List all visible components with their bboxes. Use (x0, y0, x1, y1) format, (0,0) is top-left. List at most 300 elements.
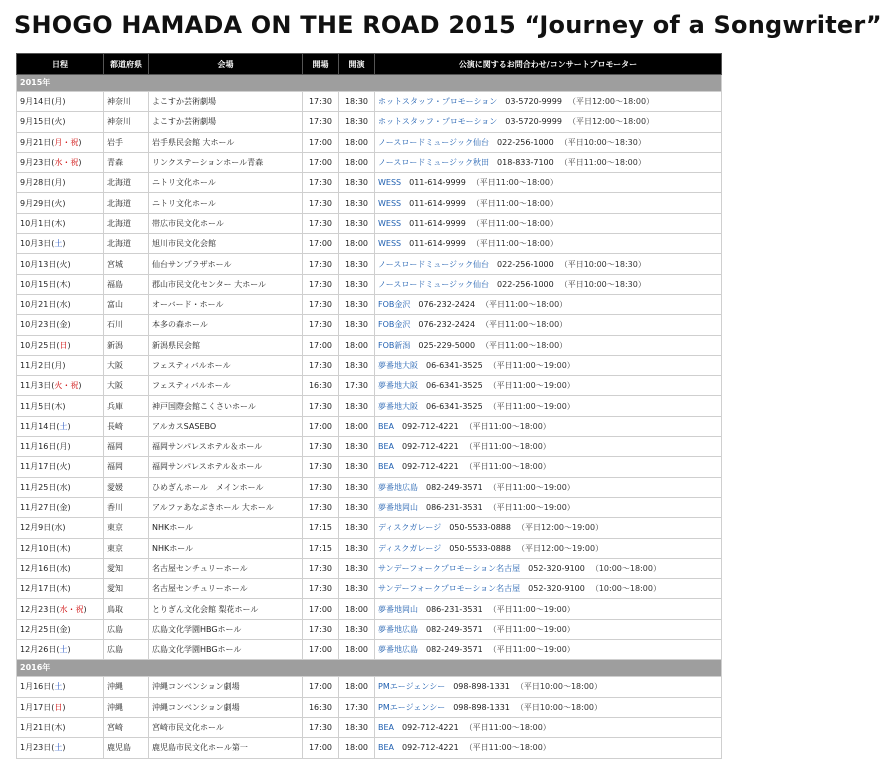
table-row (17, 497, 722, 517)
table-row (17, 437, 722, 457)
contact-cell (375, 112, 722, 132)
date-cell (17, 599, 104, 619)
open-time-cell: 17:00 (303, 640, 339, 660)
day-of-week: 月 (54, 178, 63, 188)
business-hours: （平日10:00～18:00） (515, 702, 602, 712)
prefecture-cell: 北海道 (104, 173, 149, 193)
promoter-link[interactable]: 夢番地大阪 (378, 381, 418, 391)
open-time-cell: 17:30 (303, 457, 339, 477)
prefecture-cell: 福岡 (104, 437, 149, 457)
promoter-link[interactable]: ノースロードミュージック仙台 (378, 279, 490, 289)
promoter-link[interactable]: ディスクガレージ (378, 523, 442, 533)
promoter-link[interactable]: 夢番地広島 (378, 482, 418, 492)
day-of-week: 木 (59, 279, 68, 289)
date-text: 1月21日( (20, 723, 55, 733)
contact-cell (375, 697, 722, 717)
open-time-cell: 17:00 (303, 738, 339, 758)
date-paren: ) (62, 239, 66, 249)
phone-number: 03-5720-9999 (505, 117, 562, 127)
contact-cell (375, 599, 722, 619)
open-time-cell: 17:30 (303, 254, 339, 274)
prefecture-cell: 鳥取 (104, 599, 149, 619)
venue-cell: 岩手県民会館 大ホール (149, 132, 303, 152)
date-text: 9月14日( (20, 97, 55, 107)
prefecture-cell: 愛媛 (104, 477, 149, 497)
phone-number: 050-5533-0888 (449, 523, 511, 533)
date-text: 9月15日( (20, 117, 55, 127)
start-time-cell: 18:30 (339, 355, 375, 375)
date-cell (17, 677, 104, 697)
open-time-cell: 17:30 (303, 355, 339, 375)
open-time-cell: 17:30 (303, 558, 339, 578)
date-paren: ) (62, 178, 66, 188)
business-hours: （平日11:00～19:00） (488, 645, 575, 655)
header-venue: 会場 (149, 54, 303, 75)
contact-cell (375, 132, 722, 152)
open-time-cell: 17:30 (303, 213, 339, 233)
date-text: 10月15日( (20, 279, 60, 289)
contact-cell (375, 376, 722, 396)
start-time-cell: 18:30 (339, 213, 375, 233)
table-row (17, 538, 722, 558)
start-time-cell: 18:30 (339, 717, 375, 737)
prefecture-cell: 東京 (104, 518, 149, 538)
day-of-week: 火 (59, 259, 68, 269)
promoter-link[interactable]: PMエージェンシー (378, 682, 446, 692)
venue-cell: 名古屋センチュリーホール (149, 558, 303, 578)
year-label: 2016年 (17, 660, 722, 677)
prefecture-cell: 東京 (104, 538, 149, 558)
prefecture-cell: 富山 (104, 294, 149, 314)
date-cell (17, 558, 104, 578)
table-row (17, 697, 722, 717)
phone-number: 092-712-4221 (402, 723, 459, 733)
day-of-week: 日 (59, 340, 68, 350)
contact-cell (375, 234, 722, 254)
table-row (17, 640, 722, 660)
phone-number: 011-614-9999 (409, 178, 466, 188)
table-row (17, 518, 722, 538)
date-cell (17, 274, 104, 294)
contact-cell (375, 416, 722, 436)
date-text: 12月10日( (20, 543, 60, 553)
contact-cell (375, 619, 722, 639)
header-open: 開場 (303, 54, 339, 75)
date-text: 12月17日( (20, 584, 60, 594)
table-row (17, 173, 722, 193)
prefecture-cell: 愛知 (104, 579, 149, 599)
contact-cell (375, 254, 722, 274)
phone-number: 086-231-3531 (426, 604, 483, 614)
date-paren: ) (62, 702, 66, 712)
date-cell (17, 315, 104, 335)
prefecture-cell: 兵庫 (104, 396, 149, 416)
prefecture-cell: 宮城 (104, 254, 149, 274)
open-time-cell: 17:00 (303, 416, 339, 436)
start-time-cell: 18:30 (339, 579, 375, 599)
promoter-link[interactable]: BEA (378, 462, 395, 472)
open-time-cell: 17:30 (303, 437, 339, 457)
date-paren: ) (67, 645, 71, 655)
venue-cell: NHKホール (149, 538, 303, 558)
date-cell (17, 697, 104, 717)
date-paren: ) (67, 259, 71, 269)
date-paren: ) (62, 401, 66, 411)
date-text: 12月26日( (20, 645, 60, 655)
promoter-link[interactable]: WESS (378, 178, 402, 188)
day-of-week: 水 (59, 300, 68, 310)
contact-cell (375, 518, 722, 538)
phone-number: 03-5720-9999 (505, 97, 562, 107)
table-row (17, 717, 722, 737)
table-row (17, 558, 722, 578)
venue-cell: 広島文化学園HBGホール (149, 640, 303, 660)
prefecture-cell: 北海道 (104, 213, 149, 233)
promoter-link[interactable]: 夢番地大阪 (378, 361, 418, 370)
start-time-cell: 18:30 (339, 558, 375, 578)
phone-number: 092-712-4221 (402, 743, 459, 753)
day-of-week: 木 (54, 218, 63, 228)
promoter-link[interactable]: FOB新潟 (378, 340, 411, 350)
table-row (17, 112, 722, 132)
date-paren: ) (62, 97, 66, 107)
start-time-cell: 18:30 (339, 457, 375, 477)
business-hours: （平日12:00～19:00） (516, 523, 604, 533)
phone-number: 076-232-2424 (418, 300, 476, 310)
open-time-cell: 17:30 (303, 193, 339, 213)
date-paren: ) (67, 503, 71, 513)
table-row (17, 457, 722, 477)
year-row (17, 660, 722, 677)
date-text: 10月25日( (20, 340, 60, 350)
table-row (17, 477, 722, 497)
open-time-cell: 17:15 (303, 518, 339, 538)
phone-number: 086-231-3531 (426, 503, 483, 513)
table-row (17, 335, 722, 355)
business-hours: （平日11:00～19:00） (488, 401, 575, 411)
business-hours: （平日11:00～18:00） (481, 300, 568, 310)
venue-cell: オーバード・ホール (149, 294, 303, 314)
contact-cell (375, 437, 722, 457)
date-paren: ) (78, 137, 82, 147)
start-time-cell: 17:30 (339, 376, 375, 396)
promoter-link[interactable]: 夢番地広島 (378, 624, 418, 634)
promoter-link[interactable]: WESS (378, 218, 402, 228)
date-paren: ) (62, 682, 66, 692)
day-of-week: 水・祝 (54, 158, 79, 168)
open-time-cell: 17:30 (303, 315, 339, 335)
promoter-link[interactable]: PMエージェンシー (378, 702, 446, 712)
venue-cell: 沖縄コンベンション劇場 (149, 677, 303, 697)
promoter-link[interactable]: ノースロードミュージック秋田 (378, 158, 490, 168)
start-time-cell: 18:00 (339, 335, 375, 355)
date-paren: ) (67, 584, 71, 594)
date-text: 1月23日( (20, 743, 55, 753)
promoter-link[interactable]: BEA (378, 723, 395, 733)
venue-cell: ひめぎんホール メインホール (149, 477, 303, 497)
prefecture-cell: 青森 (104, 152, 149, 172)
date-cell (17, 376, 104, 396)
header-prefecture: 都道府県 (104, 54, 149, 75)
date-text: 9月28日( (20, 178, 55, 188)
venue-cell: 福岡サンパレスホテル＆ホール (149, 457, 303, 477)
day-of-week: 水・祝 (59, 604, 84, 614)
date-cell (17, 112, 104, 132)
start-time-cell: 18:00 (339, 416, 375, 436)
date-text: 11月27日( (20, 503, 60, 513)
start-time-cell: 18:30 (339, 193, 375, 213)
open-time-cell: 17:15 (303, 538, 339, 558)
venue-cell: ニトリ文化ホール (149, 193, 303, 213)
phone-number: 076-232-2424 (418, 320, 476, 330)
phone-number: 018-833-7100 (497, 158, 554, 168)
venue-cell: 本多の森ホール (149, 315, 303, 335)
table-row (17, 92, 722, 112)
contact-cell (375, 497, 722, 517)
promoter-link[interactable]: WESS (378, 198, 402, 208)
phone-number: 092-712-4221 (402, 421, 459, 431)
promoter-link[interactable]: サンデーフォークプロモーション名古屋 (378, 584, 521, 594)
contact-cell (375, 315, 722, 335)
table-row (17, 274, 722, 294)
venue-cell: 宮崎市民文化ホール (149, 717, 303, 737)
phone-number: 082-249-3571 (426, 645, 483, 655)
table-row (17, 132, 722, 152)
venue-cell: 広島文化学園HBGホール (149, 619, 303, 639)
day-of-week: 木 (54, 401, 63, 411)
day-of-week: 土 (54, 743, 63, 753)
contact-cell (375, 294, 722, 314)
date-text: 11月17日( (20, 462, 60, 472)
prefecture-cell: 沖縄 (104, 677, 149, 697)
day-of-week: 木 (59, 584, 68, 594)
day-of-week: 土 (54, 239, 63, 249)
business-hours: （平日11:00～18:00） (559, 158, 646, 168)
start-time-cell: 18:30 (339, 254, 375, 274)
business-hours: （平日11:00～19:00） (488, 482, 575, 492)
promoter-link[interactable]: サンデーフォークプロモーション名古屋 (378, 563, 521, 573)
date-cell (17, 579, 104, 599)
venue-cell: とりぎん文化会館 梨花ホール (149, 599, 303, 619)
start-time-cell: 18:30 (339, 396, 375, 416)
date-cell (17, 619, 104, 639)
date-text: 12月16日( (20, 563, 60, 573)
date-cell (17, 477, 104, 497)
date-cell (17, 497, 104, 517)
prefecture-cell: 神奈川 (104, 112, 149, 132)
promoter-link[interactable]: ノースロードミュージック仙台 (378, 259, 490, 269)
contact-cell (375, 213, 722, 233)
open-time-cell: 17:00 (303, 132, 339, 152)
start-time-cell: 18:30 (339, 437, 375, 457)
venue-cell: 神戸国際会館こくさいホール (149, 396, 303, 416)
start-time-cell: 18:30 (339, 173, 375, 193)
day-of-week: 月・祝 (54, 137, 79, 147)
day-of-week: 月 (54, 361, 63, 370)
date-paren: ) (67, 340, 71, 350)
contact-cell (375, 640, 722, 660)
venue-cell: リンクステーションホール青森 (149, 152, 303, 172)
date-cell (17, 518, 104, 538)
contact-cell (375, 558, 722, 578)
table-row (17, 599, 722, 619)
prefecture-cell: 岩手 (104, 132, 149, 152)
header-date: 日程 (17, 54, 104, 75)
business-hours: （10:00～18:00） (590, 584, 661, 594)
promoter-link[interactable]: BEA (378, 442, 395, 452)
promoter-link[interactable]: 夢番地広島 (378, 645, 418, 655)
date-cell (17, 213, 104, 233)
date-paren: ) (67, 320, 71, 330)
year-row (17, 75, 722, 92)
business-hours: （平日11:00～18:00） (471, 178, 558, 188)
date-cell (17, 640, 104, 660)
day-of-week: 月 (59, 442, 68, 452)
open-time-cell: 17:30 (303, 396, 339, 416)
phone-number: 082-249-3571 (426, 624, 483, 634)
table-row (17, 254, 722, 274)
open-time-cell: 17:30 (303, 92, 339, 112)
date-cell (17, 335, 104, 355)
contact-cell (375, 193, 722, 213)
date-text: 11月25日( (20, 482, 60, 492)
phone-number: 098-898-1331 (453, 682, 510, 692)
open-time-cell: 16:30 (303, 697, 339, 717)
date-paren: ) (83, 604, 87, 614)
promoter-link[interactable]: ノースロードミュージック仙台 (378, 137, 490, 147)
date-paren: ) (67, 300, 71, 310)
promoter-link[interactable]: 夢番地岡山 (378, 604, 418, 614)
date-cell (17, 738, 104, 758)
date-cell (17, 193, 104, 213)
date-text: 11月2日( (20, 361, 55, 370)
prefecture-cell: 神奈川 (104, 92, 149, 112)
start-time-cell: 18:30 (339, 274, 375, 294)
date-paren: ) (67, 563, 71, 573)
business-hours: （平日12:00～18:00） (567, 117, 655, 127)
phone-number: 06-6341-3525 (426, 381, 483, 391)
schedule-table (16, 53, 722, 759)
page-title: SHOGO HAMADA ON THE ROAD 2015 “Journey of a Songwriter” (14, 11, 882, 39)
start-time-cell: 18:30 (339, 538, 375, 558)
promoter-link[interactable]: ホットスタッフ・プロモーション (378, 117, 498, 127)
open-time-cell: 17:00 (303, 152, 339, 172)
promoter-link[interactable]: ホットスタッフ・プロモーション (378, 97, 498, 107)
header-start: 開演 (339, 54, 375, 75)
promoter-link[interactable]: FOB金沢 (378, 320, 411, 330)
table-header-row (17, 54, 722, 75)
promoter-link[interactable]: BEA (378, 743, 395, 753)
prefecture-cell: 福島 (104, 274, 149, 294)
day-of-week: 土 (59, 645, 68, 655)
prefecture-cell: 北海道 (104, 234, 149, 254)
phone-number: 025-229-5000 (418, 340, 476, 350)
contact-cell (375, 738, 722, 758)
date-cell (17, 457, 104, 477)
promoter-link[interactable]: WESS (378, 239, 402, 249)
prefecture-cell: 北海道 (104, 193, 149, 213)
date-text: 10月21日( (20, 300, 60, 310)
date-text: 10月23日( (20, 320, 60, 330)
start-time-cell: 17:30 (339, 697, 375, 717)
phone-number: 022-256-1000 (497, 259, 554, 269)
promoter-link[interactable]: ディスクガレージ (378, 543, 442, 553)
table-row (17, 213, 722, 233)
date-paren: ) (67, 543, 71, 553)
promoter-link[interactable]: FOB金沢 (378, 300, 411, 310)
open-time-cell: 16:30 (303, 376, 339, 396)
phone-number: 082-249-3571 (426, 482, 483, 492)
day-of-week: 水 (59, 563, 68, 573)
start-time-cell: 18:30 (339, 112, 375, 132)
prefecture-cell: 愛知 (104, 558, 149, 578)
open-time-cell: 17:30 (303, 112, 339, 132)
day-of-week: 水 (54, 523, 63, 533)
venue-cell: 新潟県民会館 (149, 335, 303, 355)
business-hours: （平日11:00～19:00） (488, 381, 575, 391)
date-paren: ) (78, 381, 82, 391)
day-of-week: 水 (59, 482, 68, 492)
prefecture-cell: 福岡 (104, 457, 149, 477)
venue-cell: よこすか芸術劇場 (149, 92, 303, 112)
date-cell (17, 437, 104, 457)
venue-cell: 帯広市民文化ホール (149, 213, 303, 233)
date-text: 9月29日( (20, 198, 55, 208)
open-time-cell: 17:30 (303, 579, 339, 599)
date-cell (17, 234, 104, 254)
contact-cell (375, 579, 722, 599)
open-time-cell: 17:30 (303, 173, 339, 193)
date-cell (17, 538, 104, 558)
table-row (17, 416, 722, 436)
start-time-cell: 18:00 (339, 599, 375, 619)
business-hours: （平日11:00～18:00） (464, 723, 551, 733)
venue-cell: 名古屋センチュリーホール (149, 579, 303, 599)
promoter-link[interactable]: 夢番地岡山 (378, 503, 418, 513)
start-time-cell: 18:00 (339, 152, 375, 172)
day-of-week: 金 (59, 503, 68, 513)
date-paren: ) (62, 523, 66, 533)
venue-cell: ニトリ文化ホール (149, 173, 303, 193)
prefecture-cell: 沖縄 (104, 697, 149, 717)
promoter-link[interactable]: 夢番地大阪 (378, 401, 418, 411)
phone-number: 092-712-4221 (402, 462, 459, 472)
phone-number: 052-320-9100 (528, 563, 585, 573)
date-text: 10月1日( (20, 218, 55, 228)
contact-cell (375, 538, 722, 558)
open-time-cell: 17:00 (303, 677, 339, 697)
date-paren: ) (62, 218, 66, 228)
venue-cell: フェスティバルホール (149, 376, 303, 396)
promoter-link[interactable]: BEA (378, 421, 395, 431)
phone-number: 022-256-1000 (497, 279, 554, 289)
table-row (17, 677, 722, 697)
business-hours: （平日11:00～18:00） (464, 442, 551, 452)
table-row (17, 579, 722, 599)
contact-cell (375, 477, 722, 497)
date-paren: ) (78, 158, 82, 168)
business-hours: （平日11:00～19:00） (488, 503, 575, 513)
table-row (17, 234, 722, 254)
business-hours: （平日11:00～18:00） (464, 421, 551, 431)
day-of-week: 木 (54, 723, 63, 733)
table-row (17, 619, 722, 639)
date-cell (17, 92, 104, 112)
year-label: 2015年 (17, 75, 722, 92)
date-text: 11月3日( (20, 381, 55, 391)
open-time-cell: 17:00 (303, 234, 339, 254)
day-of-week: 月 (54, 97, 63, 107)
